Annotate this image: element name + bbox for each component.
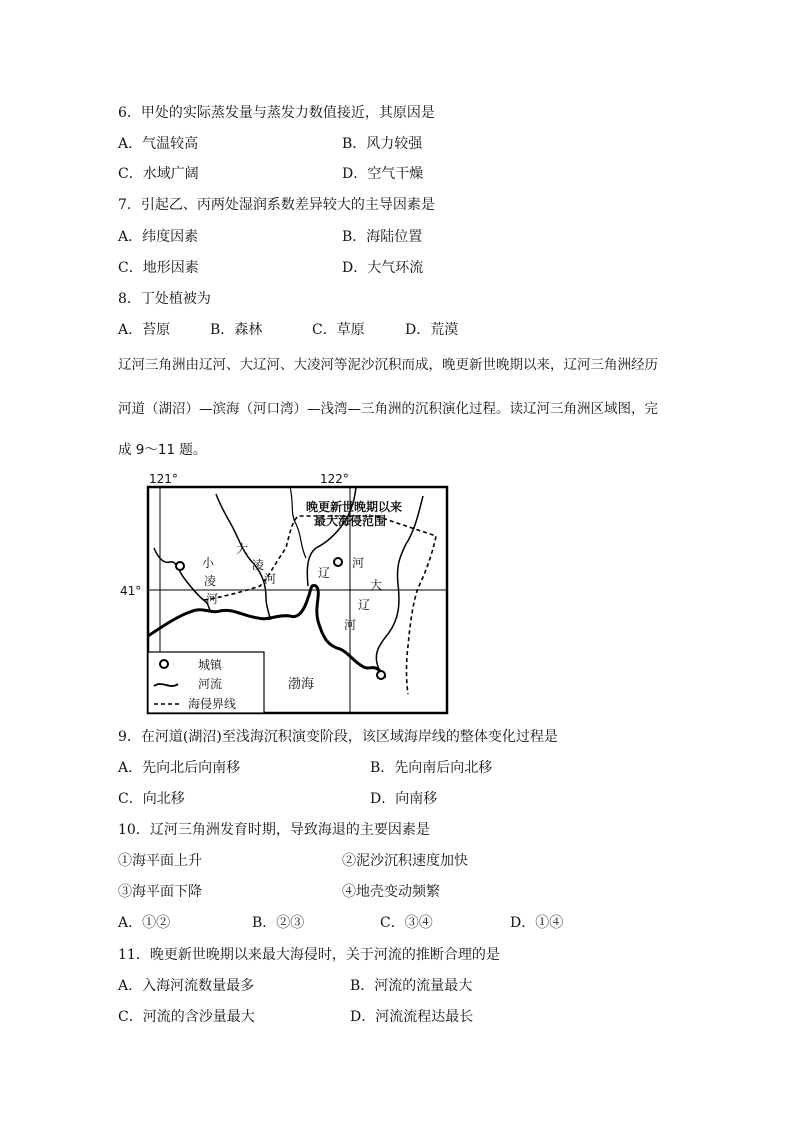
lon-122-label: 122° bbox=[320, 472, 349, 486]
question-9-option-d: D．向南移 bbox=[370, 791, 438, 807]
legend-boundary-label: 海侵界线 bbox=[188, 697, 237, 711]
intro-line-1: 辽河三角洲由辽河、大辽河、大凌河等泥沙沉积而成，晚更新世晚期以来，辽河三角洲经历 bbox=[118, 357, 658, 373]
dalinghe-char-2: 凌 bbox=[252, 558, 265, 572]
bohai-sea-label: 渤海 bbox=[288, 677, 315, 692]
town-marker-liaohe bbox=[334, 558, 342, 566]
dalinghe-char-1: 大 bbox=[236, 542, 249, 556]
legend-river-label: 河流 bbox=[198, 677, 223, 691]
question-10-stem: 10．辽河三角洲发育时期，导致海退的主要因素是 bbox=[118, 822, 430, 838]
question-10-item-2: ②泥沙沉积速度加快 bbox=[342, 853, 468, 869]
question-11-option-d: D．河流流程达最长 bbox=[350, 1009, 474, 1025]
xiaolinghe-char-2: 凌 bbox=[204, 574, 217, 588]
question-7-option-a: A．纬度因素 bbox=[118, 229, 199, 245]
question-11-option-b: B．河流的流量最大 bbox=[350, 978, 473, 994]
question-8-option-a: A．苔原 bbox=[118, 322, 171, 338]
liaohe-char-1: 辽 bbox=[318, 566, 331, 580]
question-9-option-c: C．向北移 bbox=[118, 791, 185, 807]
question-6-option-c: C．水域广阔 bbox=[118, 166, 199, 182]
town-marker-south bbox=[377, 671, 385, 679]
liaohe-char-2: 河 bbox=[352, 556, 365, 570]
transgression-label-line2: 最大海侵范围 bbox=[314, 514, 387, 528]
daliaohe-char-3: 河 bbox=[344, 618, 357, 632]
legend-town-symbol bbox=[160, 660, 168, 668]
question-10-item-1: ①海平面上升 bbox=[118, 853, 202, 869]
dalinghe-char-3: 河 bbox=[264, 572, 277, 586]
transgression-label-line1: 晚更新世晚期以来 bbox=[306, 500, 403, 514]
intro-line-3: 成 9～11 题。 bbox=[118, 442, 207, 458]
river-branch bbox=[290, 487, 306, 558]
question-6-option-b: B．风力较强 bbox=[342, 136, 423, 152]
liaohe-delta-map bbox=[118, 466, 458, 721]
river-dalinghe bbox=[216, 494, 270, 620]
question-6-stem: 6．甲处的实际蒸发量与蒸发力数值接近，其原因是 bbox=[118, 105, 435, 121]
xiaolinghe-char-1: 小 bbox=[202, 556, 215, 570]
question-6-option-d: D．空气干燥 bbox=[342, 166, 424, 182]
question-10-item-3: ③海平面下降 bbox=[118, 884, 202, 900]
daliaohe-char-1: 大 bbox=[370, 578, 383, 592]
question-10-item-4: ④地壳变动频繁 bbox=[342, 884, 440, 900]
legend-town-label: 城镇 bbox=[198, 658, 223, 672]
xiaolinghe-char-3: 河 bbox=[206, 592, 219, 606]
intro-line-2: 河道（湖沼）—滨海（河口湾）—浅湾—三角洲的沉积演化过程。读辽河三角洲区域图，完 bbox=[118, 401, 658, 417]
question-8-option-d: D．荒漠 bbox=[405, 322, 459, 338]
question-11-option-a: A．入海河流数量最多 bbox=[118, 978, 255, 994]
lon-121-label: 121° bbox=[149, 472, 178, 486]
question-9-option-a: A．先向北后向南移 bbox=[118, 760, 241, 776]
question-11-stem: 11．晚更新世晚期以来最大海侵时，关于河流的推断合理的是 bbox=[118, 947, 500, 963]
question-7-stem: 7．引起乙、丙两处湿润系数差异较大的主导因素是 bbox=[118, 197, 435, 213]
question-10-option-d: D．①④ bbox=[510, 915, 564, 931]
question-8-stem: 8．丁处植被为 bbox=[118, 291, 211, 307]
question-10-option-c: C．③④ bbox=[380, 915, 433, 931]
daliaohe-char-2: 辽 bbox=[358, 598, 371, 612]
question-8-option-b: B．森林 bbox=[210, 322, 263, 338]
question-10-option-b: B．②③ bbox=[252, 915, 305, 931]
lat-41-label: 41° bbox=[120, 584, 142, 598]
question-11-option-c: C．河流的含沙量最大 bbox=[118, 1009, 255, 1025]
question-7-option-d: D．大气环流 bbox=[342, 260, 424, 276]
question-6-option-a: A．气温较高 bbox=[118, 136, 199, 152]
question-10-option-a: A．①② bbox=[118, 915, 171, 931]
question-7-option-c: C．地形因素 bbox=[118, 260, 199, 276]
question-9-option-b: B．先向南后向北移 bbox=[370, 760, 493, 776]
question-7-option-b: B．海陆位置 bbox=[342, 229, 423, 245]
question-8-option-c: C．草原 bbox=[312, 322, 365, 338]
question-9-stem: 9．在河道(湖沼)至浅海沉积演变阶段，该区域海岸线的整体变化过程是 bbox=[118, 729, 558, 745]
town-marker-west bbox=[176, 562, 184, 570]
